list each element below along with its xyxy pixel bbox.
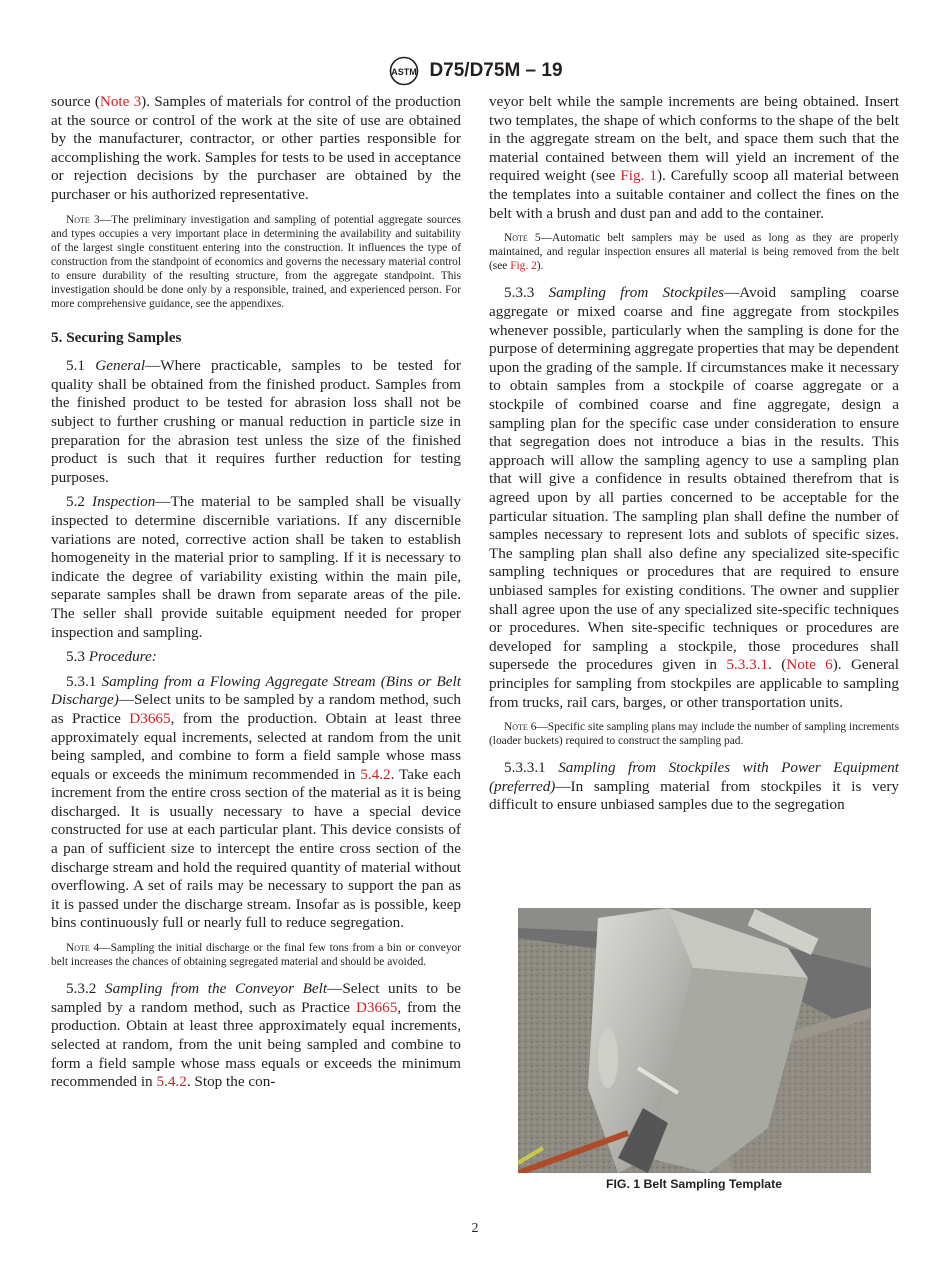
clause-title: Sampling from a Flowing Aggregate Stream (Bins or Belt Discharge): [51, 672, 461, 709]
clause-number: 5.3: [66, 648, 89, 666]
section-heading: 5. Securing Samples: [51, 329, 182, 347]
text: ). General principles for sampling from stockpiles are applicable to sampling from trucks, rail cars, barges, or other transportation units.: [489, 656, 900, 711]
clause-title: Procedure:: [88, 648, 157, 666]
note-text: —Sampling the initial discharge or the final few tons from a bin or conveyor belt increases the chances of obtaining segregated material and should be avoided.: [51, 942, 461, 969]
figure-caption: FIG. 1 Belt Sampling Template: [605, 1177, 783, 1191]
clause-title: General: [95, 357, 146, 375]
text: source (: [51, 93, 100, 110]
clause-title: Inspection: [92, 493, 156, 511]
paragraph-5-1: [51, 357, 461, 487]
paragraph-5-3-3-1: [489, 759, 899, 815]
page-number: 2: [471, 1221, 479, 1236]
note-label: Note 5: [504, 232, 541, 245]
paragraph-5-3-2: [51, 980, 461, 1092]
clause-number: 5.1: [66, 357, 96, 375]
paragraph-5-3-3: [489, 284, 899, 712]
section-5-3-3-1-link[interactable]: 5.3.3.1: [726, 656, 769, 674]
text: . (: [768, 656, 787, 674]
text: —Avoid sampling coarse aggregate or mixed coarse and fine aggregate from stockpiles whenever possible, particularly when the sampling is done for the purpose of determining aggregate properties that may be dependent upon the grading of the sample. If circumstances make it necessary to obtain samples from a stockpile of coarse aggregate or a stockpile of combined coarse and fine aggregate, design a sampling plan for the specific case under consideration to ensure that segregation does not introduce a bias in the results. This approach will allow the sampling agency to use a sampling plan that will give a confidence in results obtained therefrom that is agreed upon by all parties concerned to be acceptable for the particular situation. The sampling plan shall define the number of samples necessary to represent lots and sublots of specific sizes. The sampling plan shall also define any specialized site-specific sampling techniques or procedures that are required to ensure unbiased samples for existing conditions. The owner and supplier shall agree upon the use of any specialized site-specific techniques or procedures. When site-specific techniques or procedures are developed for sampling a stockpile, those procedures shall supersede the procedures given in: [489, 284, 900, 674]
left-column: [51, 93, 461, 1098]
clause-title: Sampling from Stockpiles: [548, 284, 725, 302]
note-3-link[interactable]: Note 3: [99, 93, 142, 110]
note-4: [51, 941, 461, 969]
text: —The material to be sampled shall be visually inspected to determine discernible variations. If any discernible variations are noted, corrective action shall be taken to establish homogeneity in the material prior to sampling. If it is necessary to indicate the degree of variability existing within the main pile, separate samples shall be drawn from separate areas of the pile. The seller shall provide suitable equipment needed for proper inspection and sampling.: [51, 493, 461, 641]
text: , from the production. Obtain at least three approximately equal increments, selected at random from the unit being sampled, and combine to form a field sample whose mass equals or exceeds the minimum recommended in: [51, 709, 462, 783]
paragraph-5-3-1: [51, 673, 461, 933]
clause-number: 5.3.3: [504, 284, 549, 302]
section-5-4-2-link[interactable]: 5.4.2: [360, 765, 391, 783]
note-text: ).: [536, 260, 544, 273]
svg-text:ASTM: ASTM: [391, 67, 418, 77]
note-text: —Specific site sampling plans may include the number of sampling increments (loader buckets) required to construct the sampling pad.: [489, 721, 900, 748]
text: —Where practicable, samples to be tested for quality shall be obtained from the finished product. Samples from the finished product to be tested for abrasion loss shall not be subject to further crushing or manual reduction in particle size in preparation for the abrasion test unless the size of the finished product is such that it requires further reduction for testing purposes.: [51, 357, 461, 486]
paragraph-5-2: [51, 493, 461, 642]
text: veyor belt while the sample increments are being obtained. Insert two templates, the shape of which conforms to the shape of the belt in the aggregate stream on the belt, and space them such that the material contained between them will yield an increment of the required weight (see: [489, 93, 899, 185]
text: —Select units to be sampled by a random method, such as Practice: [51, 980, 462, 1016]
belt-sampling-illustration: [518, 908, 871, 1173]
text: . Take each increment from the entire cross section of the material as it is being discharged. It is usually necessary to have a special device constructed for use at each particular plant. This device consists of a pan of sufficient size to intercept the entire cross section of the discharge stream and hold the required quantity of material without overflowing. A set of rails may be necessary to support the pan as it is passed under the discharge stream. Insofar as is possible, keep bins continuously full or nearly full to reduce segregation.: [51, 765, 461, 932]
text: . Stop the con-: [186, 1073, 276, 1091]
note-text: —The preliminary investigation and sampling of potential aggregate sources and types occupies a very important place in determining the availability and suitability of the largest single constituent entering into the construction. It influences the type of construction from the standpoint of economics and governs the necessary material control to ensure durability of the resulting structure, from the aggregate standpoint. This investigation should be done only by a responsible, trained, and experienced person. For more comprehensive guidance, see the appendixes.: [51, 213, 461, 311]
fig-2-link[interactable]: Fig. 2: [510, 260, 537, 273]
d3665-link[interactable]: D3665: [355, 998, 398, 1016]
clause-number: 5.3.1: [66, 672, 102, 690]
astm-logo-icon: [387, 56, 421, 86]
paragraph-conveyor-continued: [489, 93, 899, 223]
note-label: Note 6: [504, 721, 537, 734]
note-3: [51, 213, 461, 312]
text: —Select units to be sampled by a random method, such as Practice: [51, 691, 461, 727]
section-5-4-2-link[interactable]: 5.4.2: [156, 1073, 187, 1091]
note-5: [489, 231, 899, 273]
note-text: —Automatic belt samplers may be used as long as they are properly maintained, and regular inspection ensures all material is being removed from the belt (see: [489, 232, 899, 273]
text: ). Carefully scoop all material between the templates into a suitable container and collect the fines on the belt with a brush and dust pan and add to the container.: [489, 167, 900, 222]
clause-number: 5.2: [66, 493, 93, 511]
d3665-link[interactable]: D3665: [129, 709, 171, 727]
clause-title: Sampling from Stockpiles with Power Equipment (preferred): [489, 759, 899, 795]
paragraph-source: [51, 93, 461, 205]
note-label: Note 3: [66, 213, 100, 226]
paragraph-5-3: [51, 648, 461, 667]
clause-title: Sampling from the Conveyor Belt: [105, 980, 328, 998]
clause-number: 5.3.2: [66, 980, 106, 998]
text: , from the production. Obtain at least three approximately equal increments, selected at random, from the unit being sampled and combine to form a field sample whose mass equals or exceeds the minimum recommended in: [51, 998, 462, 1091]
note-6-link[interactable]: Note 6: [786, 656, 833, 674]
note-6: [489, 720, 899, 748]
note-label: Note 4: [66, 942, 100, 955]
clause-number: 5.3.3.1: [504, 759, 559, 777]
document-designation: D75/D75M – 19: [429, 60, 563, 81]
text: ). Samples of materials for control of the production at the source or control of the work at the site of use are obtained by the manufacturer, contractor, or other parties responsible for accomplishing the work. Samples for tests to be used in acceptance or rejection decisions by the purchaser are obtained by the purchaser or his authorized representative.: [51, 93, 461, 203]
text: —In sampling material from stockpiles it is very difficult to ensure unbiased samples due to the segregation: [489, 777, 899, 814]
right-column: [489, 93, 899, 821]
page-header: [0, 56, 950, 86]
fig-1-link[interactable]: Fig. 1: [620, 167, 657, 185]
belt-sampling-photo: [518, 908, 871, 1173]
